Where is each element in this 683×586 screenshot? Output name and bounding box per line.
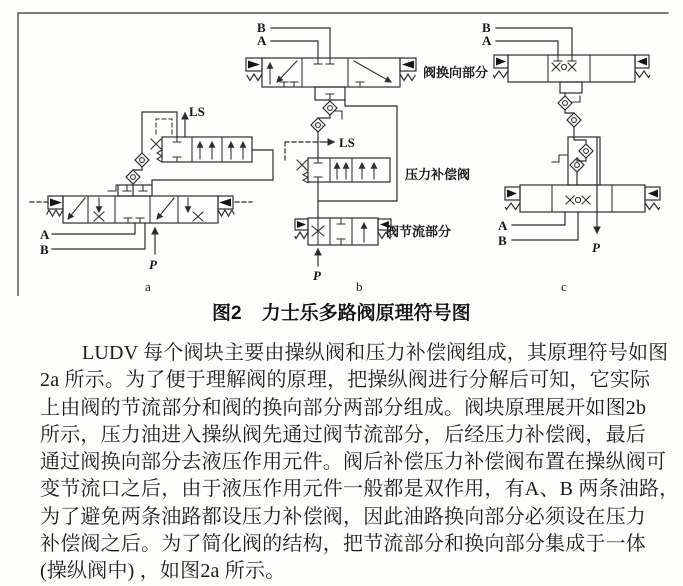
- callout-directional-section: 阀换向部分: [423, 65, 489, 80]
- port-p-label-c: P: [592, 240, 600, 255]
- paragraph-line: (操纵阀中) ，如图2a 所示。: [40, 560, 286, 583]
- drain-port-icon: [552, 155, 568, 162]
- ls-port-label-b: LS: [339, 135, 355, 150]
- pilot-actuator-icon: [47, 196, 63, 216]
- port-a-label-b: A: [257, 33, 267, 48]
- drain-port-icon: [335, 111, 342, 119]
- paragraph-line: 为了避免两条油路都设压力补偿阀，因此油路换向部分必须设在压力: [40, 505, 646, 528]
- figure-caption: [0, 298, 683, 324]
- port-a-top-label-c: A: [482, 33, 492, 48]
- integrated-valve-symbol: [505, 185, 660, 212]
- drain-port-icon: [108, 185, 126, 191]
- port-p-label-b: P: [313, 268, 321, 283]
- subfigure-b-label: b: [356, 279, 363, 294]
- ls-port-label-a: LS: [189, 104, 205, 119]
- subfigure-c-label: c: [561, 279, 567, 294]
- check-valve-icon: [579, 144, 593, 158]
- subfigure-a: [30, 104, 273, 294]
- subfigure-a-label: a: [145, 279, 151, 294]
- callout-compensator: 压力补偿阀: [405, 167, 471, 182]
- paragraph-line: 通过阀换向部分去液压作用元件。阀后补偿压力补偿阀布置在操纵阀可: [40, 451, 667, 474]
- port-a-bottom-label-c: A: [498, 218, 508, 233]
- port-b-bottom-label-c: B: [498, 233, 507, 248]
- paragraph-line: 所示，压力油进入操纵阀先通过阀节流部分，后经压力补偿阀，最后: [40, 423, 646, 446]
- paragraph-line: 补偿阀之后。为了简化阀的结构，把节流部分和换向部分集成于一体: [40, 533, 646, 556]
- check-valve-icon: [567, 113, 581, 127]
- compensator-valve-symbol: [297, 158, 390, 183]
- figure-caption-number: 图2: [212, 303, 242, 324]
- check-valve-icon: [558, 96, 572, 110]
- port-b-top-label-c: B: [482, 20, 491, 35]
- valve-bridge: [118, 185, 152, 196]
- control-valve-symbol: [63, 196, 218, 223]
- check-valve-icon: [323, 101, 337, 115]
- body-paragraph: [40, 340, 680, 586]
- check-valve-icon: [311, 118, 325, 132]
- port-p-label-a: P: [149, 257, 157, 272]
- subfigure-c: [482, 20, 660, 294]
- port-a-label-a: A: [40, 227, 50, 242]
- figure-caption-title: 力士乐多路阀原理符号图: [261, 303, 471, 324]
- drain-port-icon: [573, 96, 580, 102]
- throttle-valve-symbol: [295, 218, 391, 245]
- paragraph-line: 2a 所示。为了便于理解阀的原理，把操纵阀进行分解后可知，它实际: [40, 369, 651, 392]
- subfigure-b: [246, 20, 488, 294]
- paragraph-line: 变节流口之后，由于液压作用元件一般都是双作用，有A、B 两条油路，: [40, 478, 680, 501]
- compensator-valve-symbol: [151, 137, 252, 162]
- paragraph-line: 上由阀的节流部分和阀的换向部分两部分组成。阀块原理展开如图2b: [40, 396, 647, 419]
- callout-throttle-section: 阀节流部分: [386, 224, 452, 239]
- port-b-label-a: B: [40, 242, 49, 257]
- check-valve-icon: [135, 153, 149, 167]
- directional-valve-symbol: [246, 58, 416, 87]
- paragraph-line: LUDV 每个阀块主要由操纵阀和压力补偿阀组成，其原理符号如图: [82, 342, 669, 364]
- pilot-actuator-icon: [218, 196, 234, 216]
- integrated-valve-symbol: [494, 55, 650, 82]
- port-b-label-b: B: [257, 20, 266, 35]
- check-valve-icon: [126, 170, 140, 184]
